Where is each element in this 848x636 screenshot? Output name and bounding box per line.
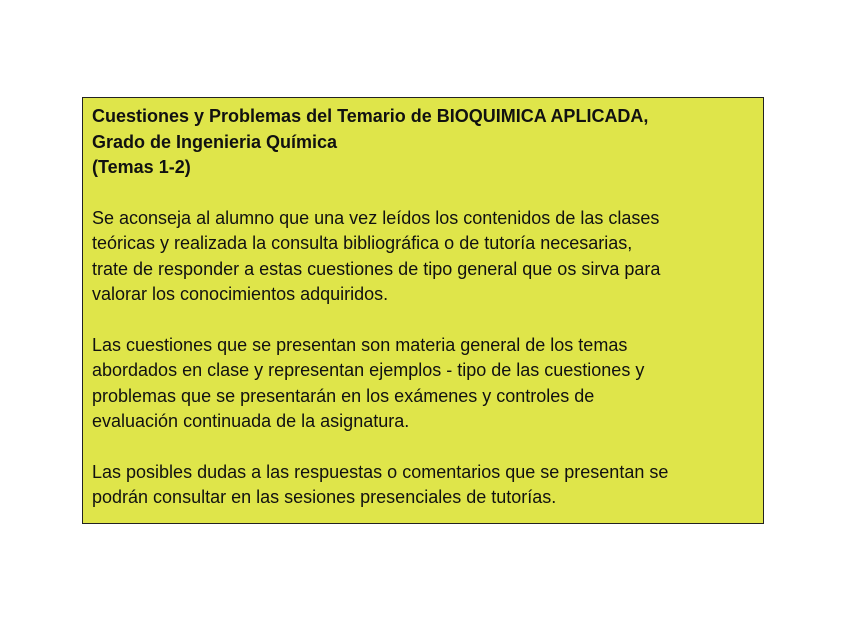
paragraph-content bbox=[92, 333, 754, 435]
paragraph-line: Las posibles dudas a las respuestas o comentarios que se presentan se bbox=[92, 461, 669, 482]
paragraph-line: trate de responder a estas cuestiones de tipo general que os sirva para bbox=[92, 258, 661, 279]
paragraph-line: problemas que se presentarán en los exámenes y controles de bbox=[92, 385, 595, 406]
paragraph-line: teóricas y realizada la consulta bibliográfica o de tutoría necesarias, bbox=[92, 233, 633, 253]
title-line-1: Cuestiones y Problemas del Temario de BIOQUIMICA APLICADA, bbox=[92, 106, 649, 126]
paragraph-line: evaluación continuada de la asignatura. bbox=[92, 411, 410, 431]
title-line-2: Grado de Ingenieria Química bbox=[92, 131, 338, 152]
title-line-3: (Temas 1-2) bbox=[92, 157, 191, 177]
paragraph-line: valorar los conocimientos adquiridos. bbox=[92, 284, 389, 304]
paragraph-advice bbox=[92, 206, 754, 308]
paragraph-line: Se aconseja al alumno que una vez leídos los contenidos de las clases bbox=[92, 207, 660, 228]
paragraph-line: Las cuestiones que se presentan son materia general de los temas bbox=[92, 334, 628, 355]
paragraph-line: podrán consultar en las sesiones presenciales de tutorías. bbox=[92, 487, 557, 507]
paragraph-doubts bbox=[92, 460, 754, 511]
text-box bbox=[82, 97, 764, 524]
document-title bbox=[92, 104, 754, 181]
paragraph-line: abordados en clase y representan ejemplos - tipo de las cuestiones y bbox=[92, 360, 645, 380]
